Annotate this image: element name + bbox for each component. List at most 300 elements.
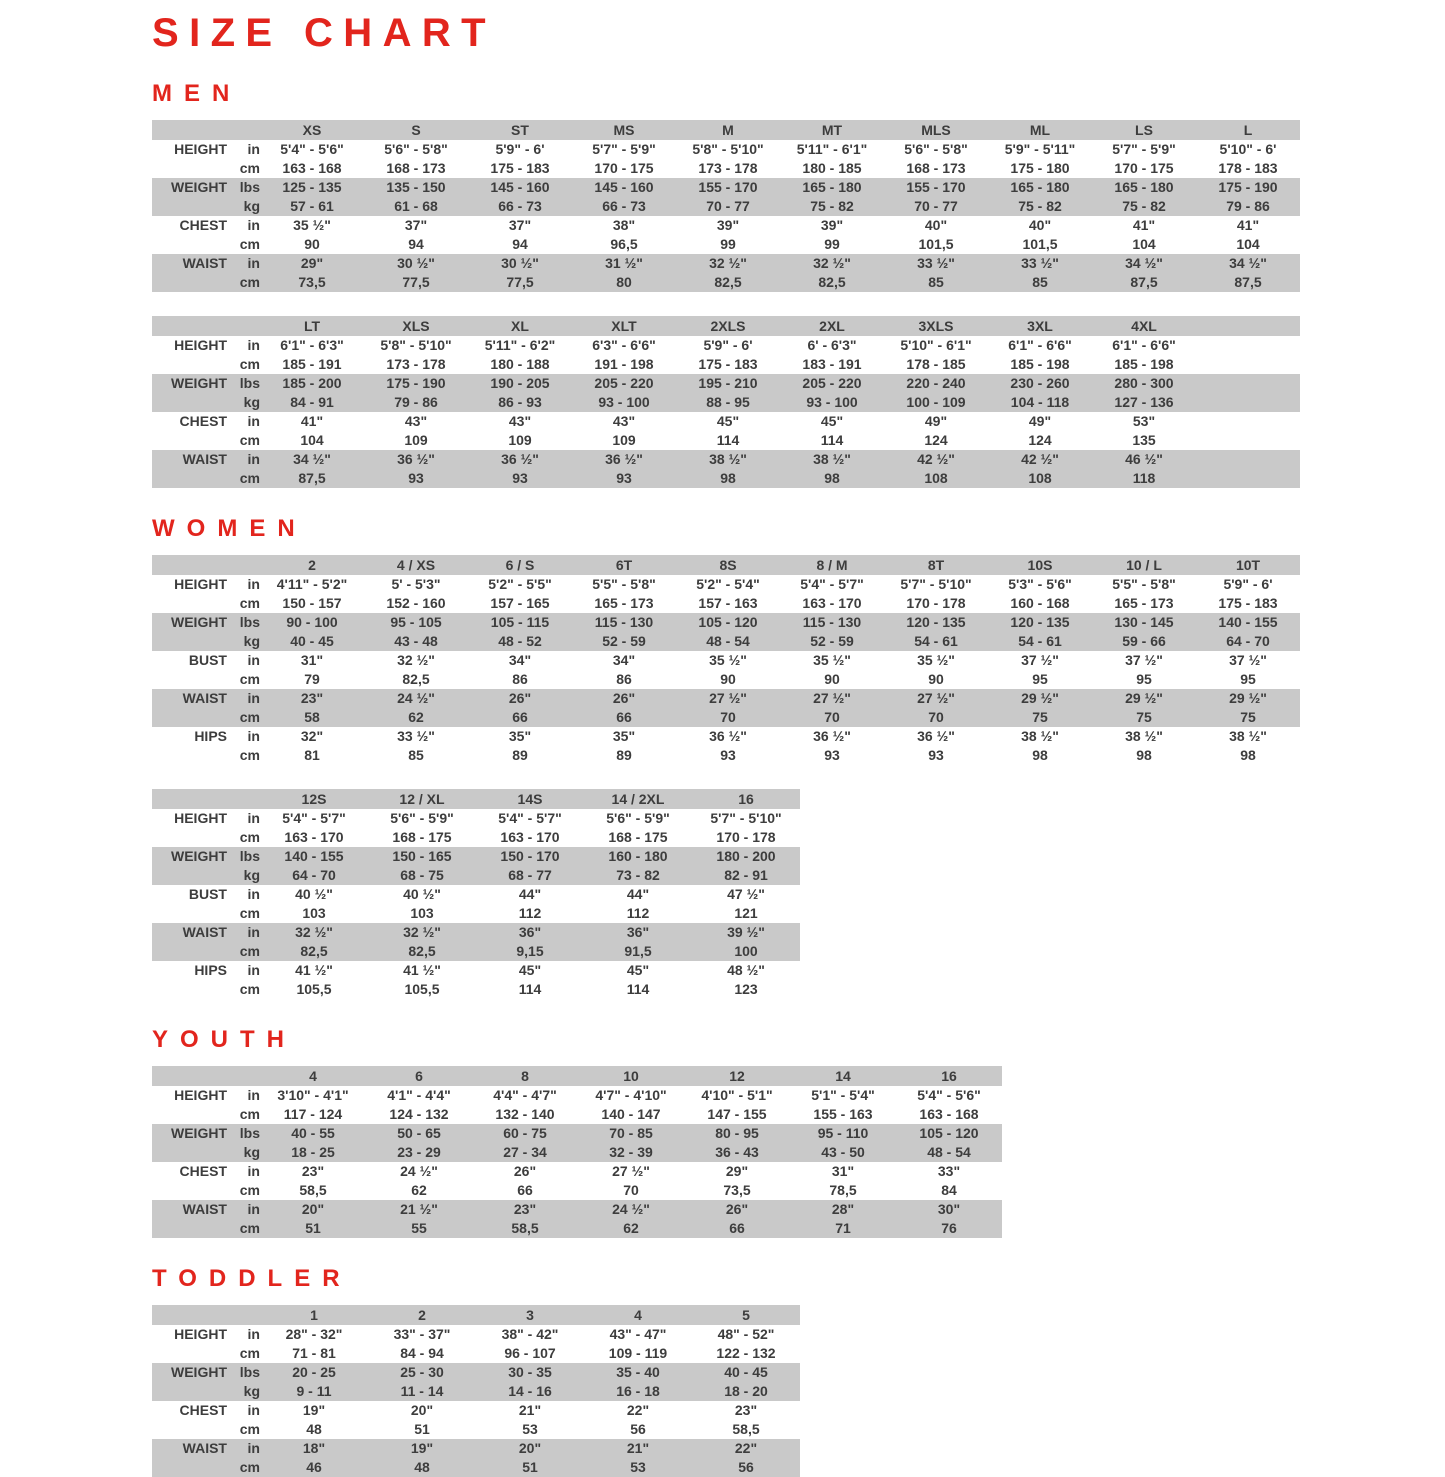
row-label: HEIGHT bbox=[174, 1087, 227, 1103]
value-cell: 180 - 200 bbox=[716, 848, 776, 864]
value-cell: 230 - 260 bbox=[1010, 375, 1070, 391]
value-cell: 38" bbox=[612, 217, 636, 233]
value-cell: 118 bbox=[1132, 470, 1156, 486]
table-row bbox=[152, 708, 1300, 727]
value-cell: 105 - 115 bbox=[490, 614, 550, 630]
table-row bbox=[152, 828, 800, 847]
value-cell: 40 - 55 bbox=[291, 1125, 335, 1141]
value-cell: 70 bbox=[928, 709, 944, 725]
table-row bbox=[152, 866, 800, 885]
value-cell: 80 - 95 bbox=[715, 1125, 759, 1141]
table-header-row bbox=[152, 789, 800, 809]
value-cell: 36" bbox=[518, 924, 542, 940]
value-cell: 103 bbox=[410, 905, 434, 921]
value-cell: 109 bbox=[404, 432, 428, 448]
value-cell: 150 - 157 bbox=[282, 595, 342, 611]
value-cell: 53 bbox=[630, 1459, 646, 1475]
size-label-cell: 4 bbox=[309, 1068, 317, 1084]
value-cell: 163 - 168 bbox=[919, 1106, 979, 1122]
value-cell: 135 - 150 bbox=[386, 179, 446, 195]
value-cell: 93 - 100 bbox=[598, 394, 650, 410]
row-label: CHEST bbox=[179, 413, 227, 429]
table-row bbox=[152, 727, 1300, 746]
value-cell: 75 bbox=[1240, 709, 1256, 725]
value-cell: 84 bbox=[941, 1182, 957, 1198]
value-cell: 3'10" - 4'1" bbox=[277, 1087, 349, 1103]
value-cell: 19" bbox=[410, 1440, 434, 1456]
value-cell: 48 - 52 bbox=[498, 633, 542, 649]
value-cell: 39" bbox=[820, 217, 844, 233]
table-row bbox=[152, 885, 800, 904]
value-cell: 37 ½" bbox=[1125, 652, 1163, 668]
unit-label: in bbox=[247, 690, 260, 706]
value-cell: 5'10" - 6' bbox=[1219, 141, 1277, 157]
value-cell: 39" bbox=[716, 217, 740, 233]
unit-label: cm bbox=[239, 1182, 260, 1198]
value-cell: 36 ½" bbox=[501, 451, 539, 467]
value-cell: 43" bbox=[612, 413, 636, 429]
size-label-cell: MT bbox=[821, 122, 843, 138]
value-cell: 82,5 bbox=[402, 671, 430, 687]
value-cell: 165 - 180 bbox=[1114, 179, 1174, 195]
value-cell: 114 bbox=[626, 981, 650, 997]
table-row bbox=[152, 961, 800, 980]
value-cell: 23" bbox=[734, 1402, 758, 1418]
value-cell: 5'11" - 6'1" bbox=[796, 141, 868, 157]
value-cell: 124 bbox=[924, 432, 948, 448]
value-cell: 33" - 37" bbox=[393, 1326, 451, 1342]
size-label-cell: XL bbox=[511, 318, 529, 334]
value-cell: 132 - 140 bbox=[495, 1106, 555, 1122]
size-label-cell: 4 bbox=[634, 1307, 642, 1323]
value-cell: 35 - 40 bbox=[616, 1364, 660, 1380]
value-cell: 96 - 107 bbox=[504, 1345, 556, 1361]
value-cell: 93 bbox=[720, 747, 736, 763]
value-cell: 9 - 11 bbox=[296, 1383, 332, 1399]
value-cell: 29 ½" bbox=[1229, 690, 1267, 706]
section-heading-toddler: TODDLER bbox=[152, 1265, 352, 1292]
value-cell: 105,5 bbox=[404, 981, 440, 997]
value-cell: 75 bbox=[1136, 709, 1152, 725]
value-cell: 82,5 bbox=[300, 943, 328, 959]
value-cell: 5'4" - 5'7" bbox=[282, 810, 346, 826]
unit-label: in bbox=[247, 1440, 260, 1456]
value-cell: 93 bbox=[824, 747, 840, 763]
value-cell: 33 ½" bbox=[397, 728, 435, 744]
unit-label: cm bbox=[239, 747, 260, 763]
size-label-cell: 3 bbox=[526, 1307, 534, 1323]
row-label: HIPS bbox=[194, 962, 227, 978]
value-cell: 32 ½" bbox=[709, 255, 747, 271]
size-label-cell: L bbox=[1243, 122, 1253, 138]
value-cell: 120 - 135 bbox=[1010, 614, 1070, 630]
unit-label: kg bbox=[243, 198, 260, 214]
value-cell: 5'4" - 5'7" bbox=[498, 810, 562, 826]
value-cell: 170 - 175 bbox=[594, 160, 654, 176]
value-cell: 124 - 132 bbox=[389, 1106, 449, 1122]
value-cell: 64 - 70 bbox=[1226, 633, 1270, 649]
value-cell: 43" bbox=[508, 413, 532, 429]
value-cell: 61 - 68 bbox=[394, 198, 438, 214]
value-cell: 5'3" - 5'6" bbox=[1008, 576, 1072, 592]
value-cell: 37" bbox=[508, 217, 532, 233]
size-label-cell: 14S bbox=[517, 791, 543, 807]
value-cell: 58 bbox=[304, 709, 320, 725]
value-cell: 180 - 185 bbox=[802, 160, 862, 176]
value-cell: 20" bbox=[410, 1402, 434, 1418]
unit-label: in bbox=[247, 217, 260, 233]
value-cell: 168 - 173 bbox=[906, 160, 966, 176]
value-cell: 100 - 109 bbox=[906, 394, 966, 410]
value-cell: 76 bbox=[941, 1220, 957, 1236]
value-cell: 25 - 30 bbox=[400, 1364, 444, 1380]
value-cell: 36 ½" bbox=[605, 451, 643, 467]
value-cell: 32 ½" bbox=[403, 924, 441, 940]
value-cell: 21" bbox=[626, 1440, 650, 1456]
value-cell: 170 - 175 bbox=[1114, 160, 1174, 176]
row-label: WEIGHT bbox=[171, 614, 227, 630]
value-cell: 157 - 163 bbox=[698, 595, 758, 611]
value-cell: 5'2" - 5'5" bbox=[488, 576, 552, 592]
unit-label: lbs bbox=[239, 179, 260, 195]
value-cell: 66 bbox=[512, 709, 528, 725]
value-cell: 79 - 86 bbox=[394, 394, 438, 410]
table-row bbox=[152, 670, 1300, 689]
value-cell: 81 bbox=[304, 747, 320, 763]
value-cell: 43 - 48 bbox=[394, 633, 438, 649]
value-cell: 185 - 191 bbox=[282, 356, 342, 372]
value-cell: 32 - 39 bbox=[609, 1144, 653, 1160]
value-cell: 84 - 94 bbox=[400, 1345, 444, 1361]
value-cell: 70 - 85 bbox=[609, 1125, 653, 1141]
value-cell: 33 ½" bbox=[1021, 255, 1059, 271]
value-cell: 4'4" - 4'7" bbox=[493, 1087, 557, 1103]
value-cell: 183 - 191 bbox=[802, 356, 862, 372]
value-cell: 79 - 86 bbox=[1226, 198, 1270, 214]
value-cell: 150 - 170 bbox=[500, 848, 560, 864]
value-cell: 53" bbox=[1132, 413, 1156, 429]
value-cell: 5'9" - 5'11" bbox=[1004, 141, 1076, 157]
unit-label: lbs bbox=[239, 1125, 260, 1141]
section-heading-youth: YOUTH bbox=[152, 1026, 296, 1053]
value-cell: 5'6" - 5'8" bbox=[904, 141, 968, 157]
table-row bbox=[152, 216, 1300, 235]
value-cell: 59 - 66 bbox=[1122, 633, 1166, 649]
value-cell: 14 - 16 bbox=[508, 1383, 552, 1399]
value-cell: 35 ½" bbox=[709, 652, 747, 668]
value-cell: 38 ½" bbox=[709, 451, 747, 467]
value-cell: 168 - 173 bbox=[386, 160, 446, 176]
value-cell: 70 bbox=[824, 709, 840, 725]
value-cell: 46 ½" bbox=[1125, 451, 1163, 467]
unit-label: lbs bbox=[239, 848, 260, 864]
unit-label: cm bbox=[239, 829, 260, 845]
sections-root bbox=[152, 81, 1445, 1477]
table-header-row bbox=[152, 555, 1300, 575]
value-cell: 66 - 73 bbox=[602, 198, 646, 214]
unit-label: cm bbox=[239, 1345, 260, 1361]
value-cell: 62 bbox=[623, 1220, 639, 1236]
value-cell: 51 bbox=[414, 1421, 430, 1437]
value-cell: 130 - 145 bbox=[1114, 614, 1174, 630]
value-cell: 82,5 bbox=[818, 274, 846, 290]
table-header-row bbox=[152, 120, 1300, 140]
value-cell: 39 ½" bbox=[727, 924, 765, 940]
value-cell: 68 - 75 bbox=[400, 867, 444, 883]
row-label: WEIGHT bbox=[171, 1125, 227, 1141]
value-cell: 124 bbox=[1028, 432, 1052, 448]
value-cell: 26" bbox=[508, 690, 532, 706]
value-cell: 175 - 190 bbox=[1218, 179, 1278, 195]
unit-label: lbs bbox=[239, 1364, 260, 1380]
value-cell: 30 - 35 bbox=[508, 1364, 552, 1380]
unit-label: cm bbox=[239, 1220, 260, 1236]
page-title: SIZE CHART bbox=[152, 11, 496, 55]
value-cell: 37" bbox=[404, 217, 428, 233]
value-cell: 42 ½" bbox=[917, 451, 955, 467]
value-cell: 24 ½" bbox=[397, 690, 435, 706]
value-cell: 104 - 118 bbox=[1010, 394, 1070, 410]
row-label: WAIST bbox=[182, 1201, 227, 1217]
unit-label: cm bbox=[239, 432, 260, 448]
table-row bbox=[152, 450, 1300, 469]
value-cell: 4'7" - 4'10" bbox=[595, 1087, 667, 1103]
value-cell: 175 - 183 bbox=[1218, 595, 1278, 611]
value-cell: 88 - 95 bbox=[706, 394, 750, 410]
table-row bbox=[152, 746, 1300, 765]
value-cell: 5'5" - 5'8" bbox=[1112, 576, 1176, 592]
unit-label: in bbox=[247, 1326, 260, 1342]
table-row bbox=[152, 393, 1300, 412]
value-cell: 101,5 bbox=[918, 236, 954, 252]
size-label-cell: 8 / M bbox=[816, 557, 848, 573]
size-label-cell: 8T bbox=[927, 557, 945, 573]
table-row bbox=[152, 235, 1300, 254]
value-cell: 5'7" - 5'10" bbox=[710, 810, 782, 826]
size-label-cell: ML bbox=[1029, 122, 1051, 138]
value-cell: 31" bbox=[300, 652, 324, 668]
value-cell: 62 bbox=[408, 709, 424, 725]
value-cell: 50 - 65 bbox=[397, 1125, 441, 1141]
table-row bbox=[152, 273, 1300, 292]
row-label: HIPS bbox=[194, 728, 227, 744]
value-cell: 18 - 20 bbox=[724, 1383, 768, 1399]
unit-label: in bbox=[247, 576, 260, 592]
size-label-cell: XLT bbox=[611, 318, 637, 334]
value-cell: 36 ½" bbox=[813, 728, 851, 744]
value-cell: 104 bbox=[300, 432, 324, 448]
size-label-cell: 8S bbox=[719, 557, 737, 573]
value-cell: 77,5 bbox=[506, 274, 534, 290]
size-label-cell: 3XLS bbox=[918, 318, 954, 334]
value-cell: 145 - 160 bbox=[490, 179, 550, 195]
value-cell: 155 - 163 bbox=[813, 1106, 873, 1122]
value-cell: 47 ½" bbox=[727, 886, 765, 902]
value-cell: 163 - 170 bbox=[284, 829, 344, 845]
size-label-cell: 6 bbox=[415, 1068, 423, 1084]
value-cell: 121 bbox=[734, 905, 758, 921]
size-label-cell: 3XL bbox=[1027, 318, 1053, 334]
unit-label: in bbox=[247, 413, 260, 429]
table-row bbox=[152, 1325, 800, 1344]
unit-label: cm bbox=[239, 1459, 260, 1475]
value-cell: 87,5 bbox=[298, 470, 326, 486]
value-cell: 48 bbox=[414, 1459, 430, 1475]
value-cell: 51 bbox=[305, 1220, 321, 1236]
table-row bbox=[152, 1420, 800, 1439]
value-cell: 20" bbox=[301, 1201, 325, 1217]
unit-label: kg bbox=[243, 633, 260, 649]
size-label-cell: 10 / L bbox=[1126, 557, 1162, 573]
size-label-cell: 16 bbox=[941, 1068, 957, 1084]
value-cell: 108 bbox=[924, 470, 948, 486]
row-label: WEIGHT bbox=[171, 1364, 227, 1380]
row-label: HEIGHT bbox=[174, 810, 227, 826]
value-cell: 96,5 bbox=[610, 236, 638, 252]
value-cell: 38" - 42" bbox=[501, 1326, 559, 1342]
value-cell: 82,5 bbox=[714, 274, 742, 290]
value-cell: 20" bbox=[518, 1440, 542, 1456]
value-cell: 5'4" - 5'7" bbox=[800, 576, 864, 592]
value-cell: 140 - 155 bbox=[284, 848, 344, 864]
unit-label: in bbox=[247, 886, 260, 902]
value-cell: 26" bbox=[725, 1201, 749, 1217]
value-cell: 48 ½" bbox=[727, 962, 765, 978]
value-cell: 5'2" - 5'4" bbox=[696, 576, 760, 592]
table-row bbox=[152, 1458, 800, 1477]
row-label: HEIGHT bbox=[174, 1326, 227, 1342]
table-row bbox=[152, 651, 1300, 670]
value-cell: 24 ½" bbox=[612, 1201, 650, 1217]
value-cell: 75 - 82 bbox=[1122, 198, 1166, 214]
row-label: BUST bbox=[188, 652, 227, 668]
table-row bbox=[152, 178, 1300, 197]
value-cell: 44" bbox=[626, 886, 650, 902]
value-cell: 66 bbox=[729, 1220, 745, 1236]
value-cell: 114 bbox=[716, 432, 740, 448]
unit-label: in bbox=[247, 1201, 260, 1217]
table-row bbox=[152, 904, 800, 923]
row-label: WEIGHT bbox=[171, 179, 227, 195]
value-cell: 40 ½" bbox=[295, 886, 333, 902]
value-cell: 160 - 168 bbox=[1010, 595, 1070, 611]
value-cell: 44" bbox=[518, 886, 542, 902]
table-row bbox=[152, 1219, 1002, 1238]
value-cell: 56 bbox=[630, 1421, 646, 1437]
size-label-cell: 6 / S bbox=[505, 557, 535, 573]
value-cell: 30" bbox=[937, 1201, 961, 1217]
value-cell: 160 - 180 bbox=[608, 848, 668, 864]
table-row bbox=[152, 336, 1300, 355]
value-cell: 99 bbox=[720, 236, 736, 252]
value-cell: 114 bbox=[518, 981, 542, 997]
value-cell: 22" bbox=[626, 1402, 650, 1418]
row-label: WAIST bbox=[182, 255, 227, 271]
value-cell: 58,5 bbox=[511, 1220, 539, 1236]
value-cell: 87,5 bbox=[1234, 274, 1262, 290]
value-cell: 90 - 100 bbox=[286, 614, 338, 630]
value-cell: 40 - 45 bbox=[724, 1364, 768, 1380]
value-cell: 5'7" - 5'9" bbox=[1112, 141, 1176, 157]
value-cell: 123 bbox=[734, 981, 758, 997]
value-cell: 150 - 165 bbox=[392, 848, 452, 864]
value-cell: 70 bbox=[623, 1182, 639, 1198]
value-cell: 77,5 bbox=[402, 274, 430, 290]
value-cell: 40 ½" bbox=[403, 886, 441, 902]
value-cell: 46 bbox=[306, 1459, 322, 1475]
value-cell: 114 bbox=[820, 432, 844, 448]
value-cell: 32 ½" bbox=[397, 652, 435, 668]
size-label-cell: LT bbox=[303, 318, 321, 334]
value-cell: 163 - 170 bbox=[802, 595, 862, 611]
value-cell: 27 ½" bbox=[709, 690, 747, 706]
size-label-cell: 2XLS bbox=[710, 318, 746, 334]
size-table bbox=[152, 1066, 1002, 1238]
row-label: CHEST bbox=[179, 1163, 227, 1179]
value-cell: 95 - 110 bbox=[817, 1125, 869, 1141]
value-cell: 5'9" - 6' bbox=[495, 141, 545, 157]
value-cell: 52 - 59 bbox=[602, 633, 646, 649]
value-cell: 11 - 14 bbox=[400, 1383, 444, 1399]
table-header-row bbox=[152, 1305, 800, 1325]
value-cell: 125 - 135 bbox=[282, 179, 342, 195]
row-label: WAIST bbox=[182, 451, 227, 467]
value-cell: 117 - 124 bbox=[283, 1106, 343, 1122]
value-cell: 41 ½" bbox=[295, 962, 333, 978]
value-cell: 103 bbox=[302, 905, 326, 921]
table-row bbox=[152, 1105, 1002, 1124]
value-cell: 98 bbox=[1032, 747, 1048, 763]
unit-label: cm bbox=[239, 671, 260, 687]
value-cell: 38 ½" bbox=[813, 451, 851, 467]
unit-label: cm bbox=[239, 470, 260, 486]
value-cell: 78,5 bbox=[829, 1182, 857, 1198]
unit-label: in bbox=[247, 451, 260, 467]
value-cell: 27 ½" bbox=[813, 690, 851, 706]
table-row bbox=[152, 809, 800, 828]
value-cell: 105,5 bbox=[296, 981, 332, 997]
value-cell: 6'1" - 6'6" bbox=[1112, 337, 1176, 353]
value-cell: 109 - 119 bbox=[608, 1345, 668, 1361]
value-cell: 68 - 77 bbox=[508, 867, 552, 883]
value-cell: 5'7" - 5'9" bbox=[592, 141, 656, 157]
row-label: WAIST bbox=[182, 1440, 227, 1456]
value-cell: 35" bbox=[612, 728, 636, 744]
value-cell: 147 - 155 bbox=[707, 1106, 767, 1122]
unit-label: cm bbox=[239, 943, 260, 959]
size-label-cell: XLS bbox=[402, 318, 430, 334]
value-cell: 24 ½" bbox=[400, 1163, 438, 1179]
value-cell: 70 bbox=[720, 709, 736, 725]
row-label: WAIST bbox=[182, 690, 227, 706]
unit-label: cm bbox=[239, 1421, 260, 1437]
table-row bbox=[152, 689, 1300, 708]
value-cell: 49" bbox=[924, 413, 948, 429]
table-row bbox=[152, 469, 1300, 488]
value-cell: 220 - 240 bbox=[906, 375, 966, 391]
value-cell: 41" bbox=[1132, 217, 1156, 233]
size-table bbox=[152, 1305, 800, 1477]
size-label-cell: 10 bbox=[623, 1068, 639, 1084]
value-cell: 35 ½" bbox=[293, 217, 331, 233]
unit-label: cm bbox=[239, 905, 260, 921]
table-row bbox=[152, 847, 800, 866]
value-cell: 34" bbox=[612, 652, 636, 668]
table-row bbox=[152, 1382, 800, 1401]
size-label-cell: 2 bbox=[418, 1307, 426, 1323]
value-cell: 85 bbox=[928, 274, 944, 290]
table-row bbox=[152, 1181, 1002, 1200]
